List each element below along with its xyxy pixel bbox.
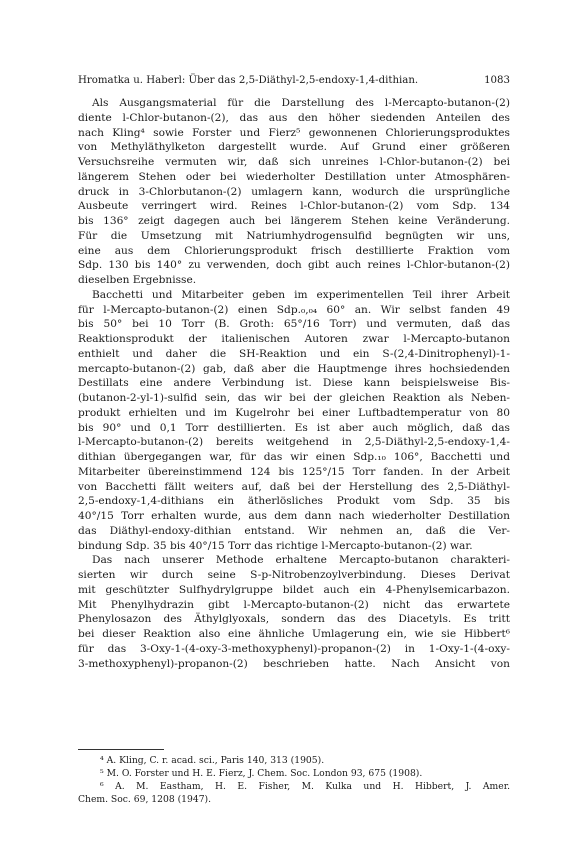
text-line: druck in 3-Chlorbutanon-(2) umlagern kann, wodurch die ursprüngliche	[78, 185, 510, 198]
footnote: ⁶ A. M. Eastham, H. E. Fisher, M. Kulka und H. Hibbert, J. Amer.	[100, 781, 510, 792]
text-line: Als Ausgangsmaterial für die Darstellung des l-Mercapto-butanon-(2)	[92, 97, 510, 109]
text-line: Mit Phenylhydrazin gibt l-Mercapto-butanon-(2) nicht das erwartete	[78, 598, 510, 611]
text-line: mercapto-butanon-(2) gab, daß aber die Hauptmenge ihres hochsiedenden	[78, 362, 510, 375]
text-line: Sdp. 130 bis 140° zu verwenden, doch gibt auch reines l-Chlor-butanon-(2)	[78, 259, 510, 272]
text-line: Das nach unserer Methode erhaltene Mercapto-butanon charakteri-	[92, 554, 510, 567]
text-line: längerem Stehen oder bei wiederholter Destillation unter Atmosphären-	[78, 170, 510, 183]
text-line: Bacchetti und Mitarbeiter geben im experimentellen Teil ihrer Arbeit	[92, 288, 510, 301]
text-line: Reaktionsprodukt der italienischen Autoren zwar l-Mercapto-butanon	[78, 333, 510, 345]
running-title: Hromatka u. Haberl: Über das 2,5-Diäthyl-2,5-endoxy-1,4-dithian.	[78, 75, 419, 86]
text-line: Ausbeute verringert wird. Reines l-Chlor-butanon-(2) vom Sdp. 134	[78, 200, 510, 213]
running-header	[78, 74, 510, 88]
text-line: das Diäthyl-endoxy-dithian entstand. Wir nehmen an, daß die Ver-	[78, 524, 510, 537]
text-line: Phenylosazon des Äthylglyoxals, sondern das des Diacetyls. Es tritt	[78, 613, 510, 626]
footnote-rule	[78, 749, 164, 750]
text-line: von Methyläthylketon dargestellt wurde. Auf Grund einer größeren	[78, 141, 510, 154]
text-line: 2,5-endoxy-1,4-dithians ein ätherlösliches Produkt vom Sdp. 35 bis	[78, 495, 510, 508]
text-line: diente l-Chlor-butanon-(2), das aus den höher siedenden Anteilen des	[78, 111, 510, 124]
text-line: bis 90° und 0,1 Torr destillierten. Es ist aber auch möglich, daß das	[78, 421, 510, 434]
text-line: bis 136° zeigt dagegen auch bei längerem Stehen keine Veränderung.	[78, 215, 510, 227]
text-line: mit geschützter Sulfhydrylgruppe bildet auch ein 4-Phenylsemicarbazon.	[78, 583, 510, 596]
text-line: (butanon-2-yl-1)-sulfid sein, das wir bei der gleichen Reaktion als Neben-	[78, 392, 510, 404]
footnote: ⁴ A. Kling, C. r. acad. sci., Paris 140, 313 (1905).	[100, 755, 325, 766]
text-line: 3-methoxyphenyl)-propanon-(2) beschrieben hatte. Nach Ansicht von	[78, 657, 510, 670]
text-line: für das 3-Oxy-1-(4-oxy-3-methoxyphenyl)-propanon-(2) in 1-Oxy-1-(4-oxy-	[78, 642, 510, 655]
text-line: enthielt und daher die SH-Reaktion und ein S-(2,4-Dinitrophenyl)-1-	[78, 347, 510, 360]
body-text	[78, 96, 510, 671]
text-line: sierten wir durch seine S-p-Nitrobenzoylverbindung. Dieses Derivat	[78, 569, 510, 581]
text-line: für l-Mercapto-butanon-(2) einen Sdp.₀,₀₄ 60° an. Wir selbst fanden 49	[78, 303, 510, 316]
text-line: dithian übergegangen war, für das wir einen Sdp.₁₀ 106°, Bacchetti und	[78, 451, 510, 463]
text-line: Destillats eine andere Verbindung ist. Diese kann beispielsweise Bis-	[78, 377, 510, 390]
text-line: dieselben Ergebnisse.	[78, 274, 197, 286]
footnotes	[78, 754, 510, 806]
text-line: von Bacchetti fällt weiters auf, daß bei der Herstellung des 2,5-Diäthyl-	[78, 480, 510, 493]
text-line: l-Mercapto-butanon-(2) bereits weitgehend in 2,5-Diäthyl-2,5-endoxy-1,4-	[78, 436, 510, 449]
text-line: 40°/15 Torr erhalten wurde, aus dem dann nach wiederholter Destillation	[78, 510, 510, 522]
text-line: Für die Umsetzung mit Natriumhydrogensulfid begnügten wir uns,	[78, 229, 510, 242]
footnote: Chem. Soc. 69, 1208 (1947).	[78, 794, 212, 805]
text-line: eine aus dem Chlorierungsprodukt frisch destillierte Fraktion vom	[78, 244, 510, 257]
text-line: nach Kling⁴ sowie Forster und Fierz⁵ gewonnenen Chlorierungsproduktes	[78, 126, 510, 139]
footnote: ⁵ M. O. Forster und H. E. Fierz, J. Chem. Soc. London 93, 675 (1908).	[100, 768, 423, 779]
text-line: Mitarbeiter übereinstimmend 124 bis 125°/15 Torr fanden. In der Arbeit	[78, 465, 510, 478]
page-number: 1083	[484, 75, 510, 86]
text-line: bei dieser Reaktion also eine ähnliche Umlagerung ein, wie sie Hibbert⁶	[78, 628, 510, 640]
text-line: produkt erhielten und im Kugelrohr bei einer Luftbadtemperatur von 80	[78, 406, 510, 419]
text-line: bindung Sdp. 35 bis 40°/15 Torr das richtige l-Mercapto-butanon-(2) war.	[78, 539, 473, 552]
text-line: Versuchsreihe vermuten wir, daß sich unreines l-Chlor-butanon-(2) bei	[78, 156, 510, 168]
text-line: bis 50° bei 10 Torr (B. Groth: 65°/16 Torr) und vermuten, daß das	[78, 318, 510, 331]
